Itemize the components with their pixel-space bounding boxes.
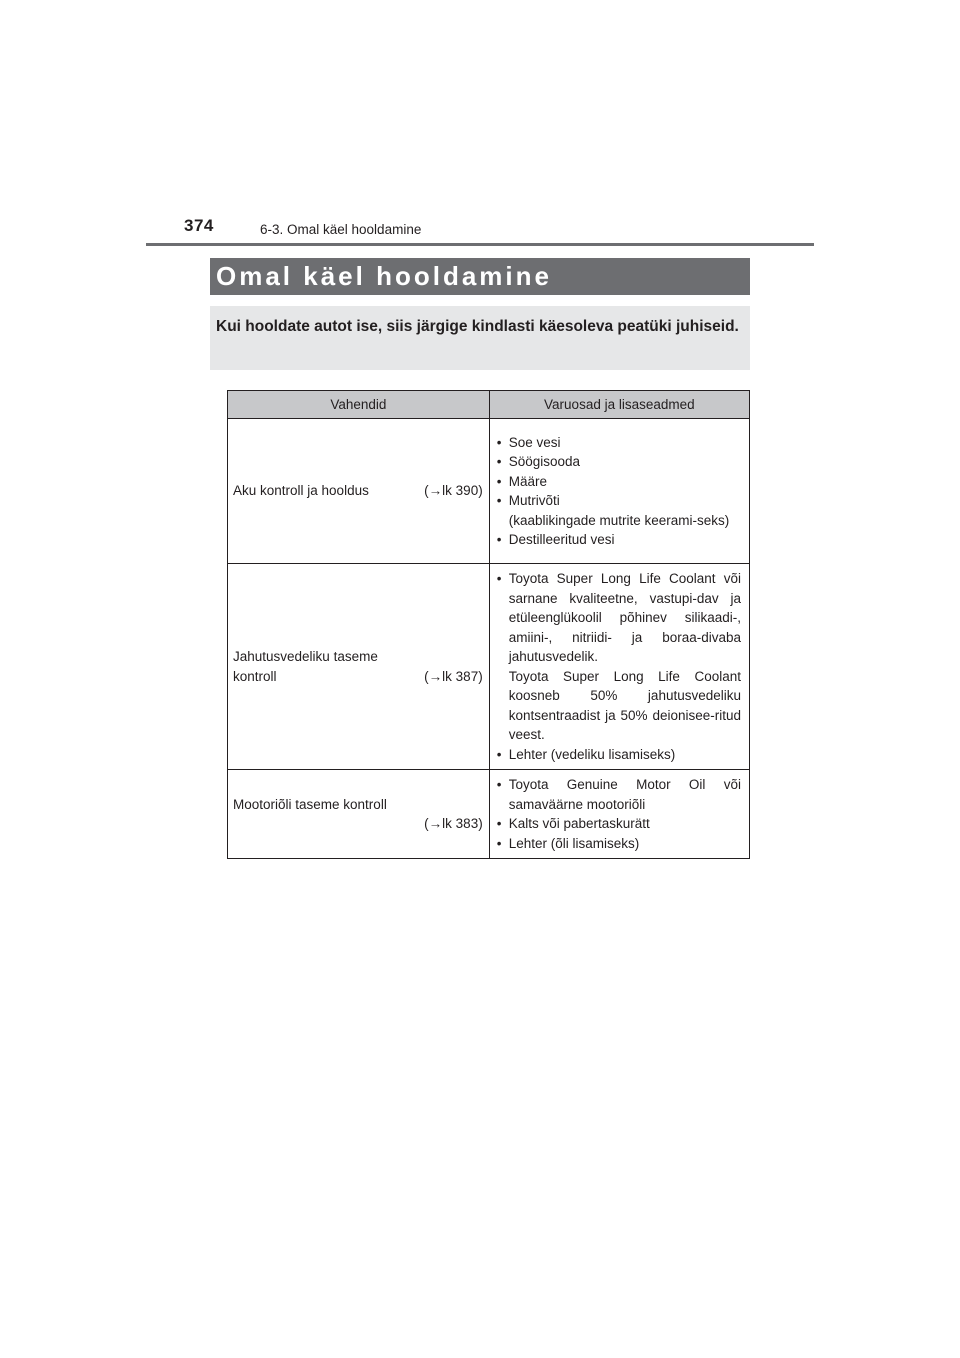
tools-table [227, 390, 750, 859]
list-item: • Mutrivõti (kaablikingade mutrite keerami-seks) [495, 491, 741, 530]
bullet-icon: • [496, 571, 502, 586]
table-row [228, 564, 750, 770]
parts-cell [489, 564, 749, 770]
list-item: • Soe vesi [495, 433, 741, 453]
parts-cell [489, 419, 749, 564]
item-note: (kaablikingade mutrite keerami-seks) [508, 512, 730, 528]
page-number: 374 [184, 216, 214, 235]
intro-box: Kui hooldate autot ise, siis järgige kindlasti käesoleva peatüki juhiseid. [210, 306, 750, 370]
page-reference: (→lk 383) [424, 814, 483, 834]
section-label: 6-3. Omal käel hooldamine [260, 222, 422, 237]
arrow-right-icon: → [428, 816, 443, 831]
header-rule [146, 243, 814, 246]
bullet-icon: • [496, 777, 502, 792]
page-reference: (→lk 387) [424, 667, 483, 687]
list-item: • Lehter (õli lisamiseks) [495, 834, 741, 854]
tool-cell [228, 419, 490, 564]
bullet-icon: • [496, 746, 502, 762]
tool-name: Mootoriõli taseme kontroll [233, 796, 387, 812]
list-item: • Toyota Super Long Life Coolant või sarnane kvaliteetne, vastupi-dav ja etüleenglükoolil põhinev silikaadi-, amiini-, nitriidi- ja boraa-divaba jahutusvedelik. Toyota Super Long Life Coolant koosneb 50% jahutusvedeliku kontsentraadist ja 50% deionisee-ritud veest. [495, 569, 741, 745]
list-item: • Lehter (vedeliku lisamiseks) [495, 745, 741, 765]
table-row [228, 419, 750, 564]
arrow-right-icon: → [428, 483, 443, 499]
arrow-right-icon: → [428, 668, 443, 684]
list-item: • Määre [495, 472, 741, 492]
tool-cell [228, 770, 490, 859]
bullet-icon: • [496, 835, 502, 851]
bullet-icon: • [496, 434, 502, 450]
column-header-tools: Vahendid [228, 391, 490, 419]
bullet-icon: • [496, 816, 502, 831]
table-header-row [228, 391, 750, 419]
parts-cell [489, 770, 749, 859]
tool-name-continued: kontroll [233, 668, 277, 684]
list-item: • Destilleeritud vesi [495, 530, 741, 550]
bullet-icon: • [496, 473, 502, 489]
page-title: Omal käel hooldamine [210, 258, 750, 295]
tool-cell [228, 564, 490, 770]
list-item: • Kalts või pabertaskurätt [495, 814, 741, 834]
tool-name: Aku kontroll ja hooldus [233, 483, 369, 499]
page-reference: (→lk 390) [424, 481, 483, 501]
list-item: • Toyota Genuine Motor Oil või samaväärne mootoriõli [496, 777, 741, 812]
column-header-parts: Varuosad ja lisaseadmed [489, 391, 749, 419]
table-row [228, 770, 750, 859]
tool-name: Jahutusvedeliku taseme [233, 649, 378, 664]
bullet-icon: • [496, 493, 502, 508]
bullet-icon: • [496, 532, 502, 547]
item-note: Toyota Super Long Life Coolant koosneb 50% jahutusvedeliku kontsentraadist ja 50% deionisee-ritud veest. [508, 668, 741, 742]
bullet-icon: • [496, 454, 502, 469]
list-item: • Söögisooda [495, 452, 741, 472]
